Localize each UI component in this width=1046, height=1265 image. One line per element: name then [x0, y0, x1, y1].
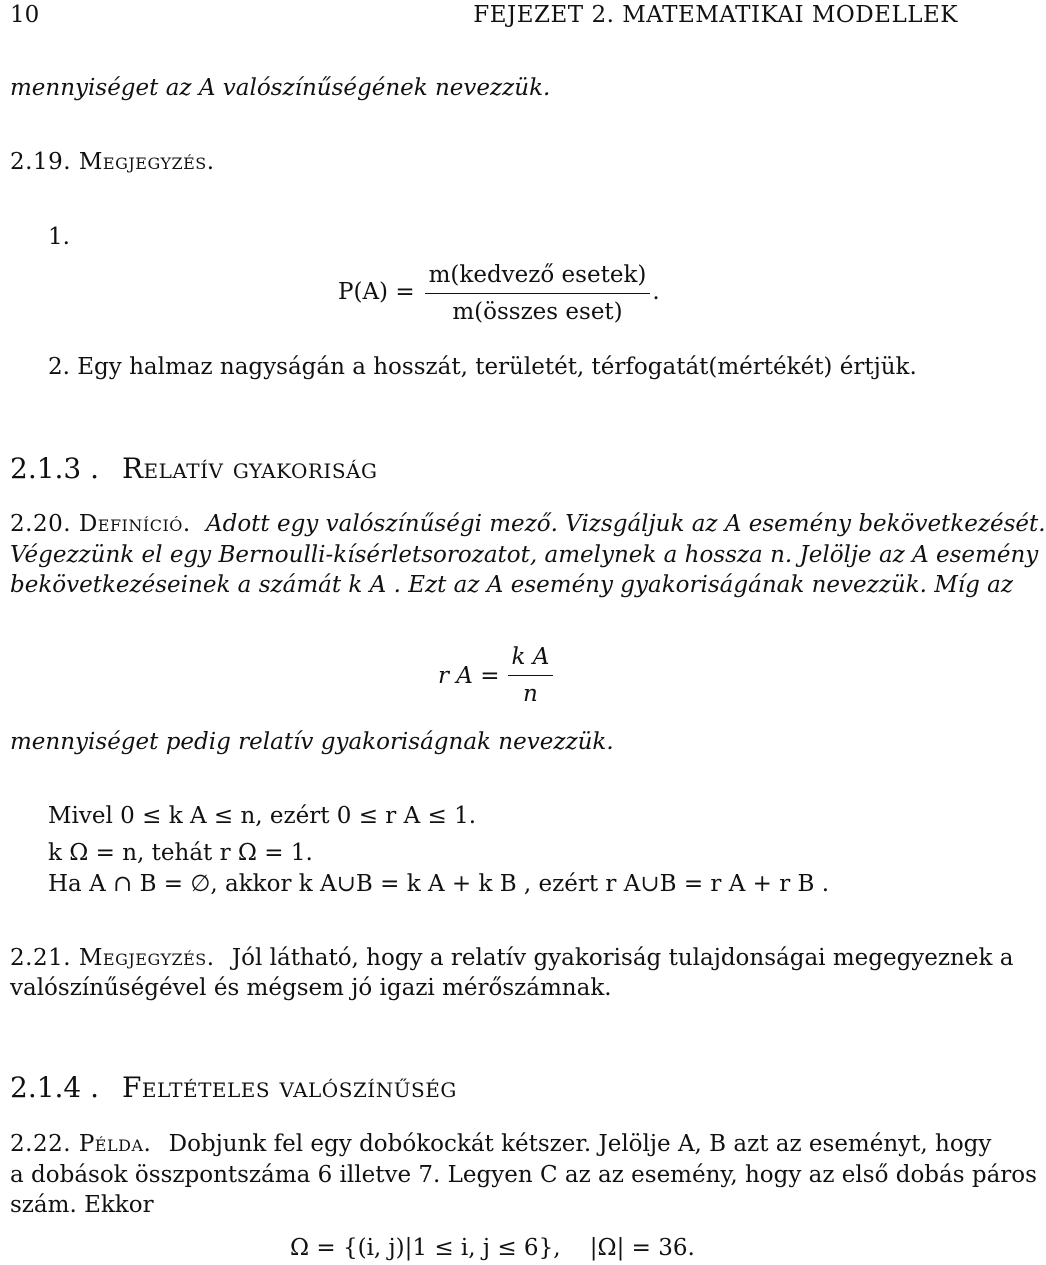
probability-fraction	[425, 260, 651, 327]
remark-221-line2: valószínűségével és mégsem jó igazi mérőszámnak.	[10, 975, 612, 1001]
definition-220-line1	[10, 509, 1046, 539]
fraction-denominator: m(összes eset)	[452, 299, 623, 325]
remark-221-line1	[10, 943, 1013, 973]
example-222-line3: szám. Ekkor	[10, 1192, 154, 1218]
intro-line: mennyiséget az A valószínűségének nevezzük.	[10, 75, 551, 101]
section-213-title: Relatív gyakoriság	[121, 452, 378, 485]
property-3: Ha A ∩ B = ∅, akkor k A∪B = k A + k B , ezért r A∪B = r A + r B .	[48, 871, 830, 897]
section-214-heading	[10, 1071, 457, 1105]
definition-220-text1: Adott egy valószínűségi mező. Vizsgáljuk az A esemény bekövetkezését.	[206, 511, 1046, 537]
formula-end: .	[652, 278, 660, 305]
fraction-numerator: m(kedvező esetek)	[425, 260, 651, 294]
property-2: k Ω = n, tehát r Ω = 1.	[48, 840, 313, 866]
section-213-number: 2.1.3 .	[10, 452, 100, 485]
example-222-text1: Dobjunk fel egy dobókockát kétszer. Jelölje A, B azt az eseményt, hogy	[168, 1131, 992, 1157]
definition-220-line3: bekövetkezéseinek a számát k A . Ezt az A esemény gyakoriságának nevezzük. Míg az	[10, 572, 1013, 598]
example-222-line1	[10, 1129, 991, 1159]
example-222-line2: a dobások összpontszáma 6 illetve 7. Legyen C az az esemény, hogy az első dobás páros	[10, 1162, 1037, 1188]
running-title: FEJEZET 2. MATEMATIKAI MODELLEK	[473, 2, 958, 28]
remark-219-item1-number: 1.	[48, 224, 70, 250]
remark-221-label: 2.21. Megjegyzés.	[10, 945, 215, 971]
formula-lhs: P(A) =	[338, 278, 415, 305]
probability-formula	[338, 256, 660, 327]
sample-space-formula: Ω = {(i, j)|1 ≤ i, j ≤ 6}, |Ω| = 36.	[290, 1235, 695, 1261]
rf-fraction	[508, 642, 554, 709]
remark-221-text1: Jól látható, hogy a relatív gyakoriság tulajdonságai megegyeznek a	[231, 945, 1014, 971]
rf-formula-lhs: r A =	[438, 662, 500, 689]
definition-220-after: mennyiséget pedig relatív gyakoriságnak nevezzük.	[10, 729, 614, 755]
definition-220-line2: Végezzünk el egy Bernoulli-kísérletsorozatot, amelynek a hossza n. Jelölje az A esemény	[10, 542, 1039, 568]
example-222-label: 2.22. Példa.	[10, 1131, 152, 1157]
section-214-number: 2.1.4 .	[10, 1071, 100, 1104]
rf-denominator: n	[523, 681, 538, 707]
remark-219-label: 2.19. Megjegyzés.	[10, 149, 215, 175]
definition-220-label: 2.20. Definíció.	[10, 511, 191, 537]
section-214-title: Feltételes valószínűség	[121, 1071, 457, 1104]
rf-numerator: k A	[508, 642, 554, 676]
page-number: 10	[10, 2, 40, 28]
relative-frequency-formula	[438, 642, 553, 709]
section-213-heading	[10, 452, 377, 486]
property-1: Mivel 0 ≤ k A ≤ n, ezért 0 ≤ r A ≤ 1.	[48, 803, 477, 829]
remark-219-item2: 2. Egy halmaz nagyságán a hosszát, területét, térfogatát(mértékét) értjük.	[48, 354, 917, 380]
